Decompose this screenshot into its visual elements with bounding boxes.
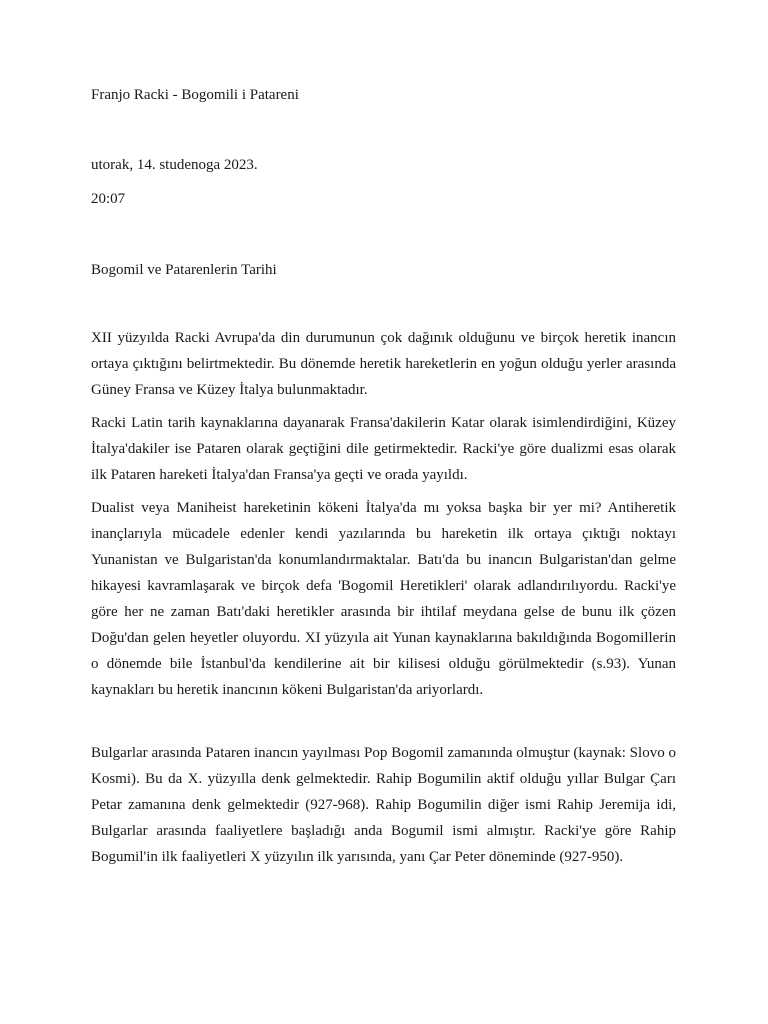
section-heading: Bogomil ve Patarenlerin Tarihi <box>91 262 277 278</box>
paragraph-4: Bulgarlar arasında Pataren inancın yayılması Pop Bogomil zamanında olmuştur (kaynak: Slovo o Kosmi). Bu da X. yüzyılla denk gelmektedir. Rahip Bogumilin aktif olduğu yıllar Bulgar Çarı Petar zamanına denk gelmektedir (927-968). Rahip Bogumilin diğer ismi Rahip Jeremija idi, Bulgarlar arasında faaliyetlere başladığı anda Bogumil ismi almıştır. Racki'ye göre Rahip Bogumil'in ilk faaliyetleri X yüzyılın ilk yarısında, yanı Çar Peter döneminde (927-950). <box>91 745 676 865</box>
paragraph-2: Racki Latin tarih kaynaklarına dayanarak Fransa'dakilerin Katar olarak isimlendirdiğini, Küzey İtalya'dakiler ise Pataren olarak geçtiğini dile getirmektedir. Racki'ye göre dualizmi esas olarak ilk Pataren hareketi İtalya'dan Fransa'ya geçti ve orada yayıldı. <box>91 415 676 483</box>
document-title: Franjo Racki - Bogomili i Patareni <box>91 87 299 103</box>
document-time: 20:07 <box>91 191 126 207</box>
paragraph-1: XII yüzyılda Racki Avrupa'da din durumunun çok dağınık olduğunu ve birçok heretik inancın ortaya çıktığını belirtmektedir. Bu dönemde heretik hareketlerin en yoğun olduğu yerler arasında Güney Fransa ve Küzey İtalya bulunmaktadır. <box>91 330 676 398</box>
paragraph-3: Dualist veya Maniheist hareketinin kökeni İtalya'da mı yoksa başka bir yer mi? Antiheretik inançlarıyla mücadele edenler kendi yazılarında bu hareketin ilk ortaya çıktığı noktayı Yunanistan ve Bulgaristan'da konumlandırmaktalar. Batı'da bu inancın Bulgaristan'dan gelme hikayesi kavramlaşarak ve birçok defa 'Bogomil Heretikleri' olarak adlandırılıyordu. Racki'ye göre her ne zaman Batı'daki heretikler arasında bir ihtilaf meydana gelse de bunu ilk çözen Doğu'dan gelen heyetler oluyordu. XI yüzyıla ait Yunan kaynaklarına bakıldığında Bogomillerin o dönemde bile İstanbul'da kendilerine ait bir kilisesi olduğu görülmektedir (s.93). Yunan kaynakları bu heretik inancının kökeni Bulgaristan'da ariyorlardı. <box>91 500 676 698</box>
document-date: utorak, 14. studenoga 2023. <box>91 157 258 173</box>
